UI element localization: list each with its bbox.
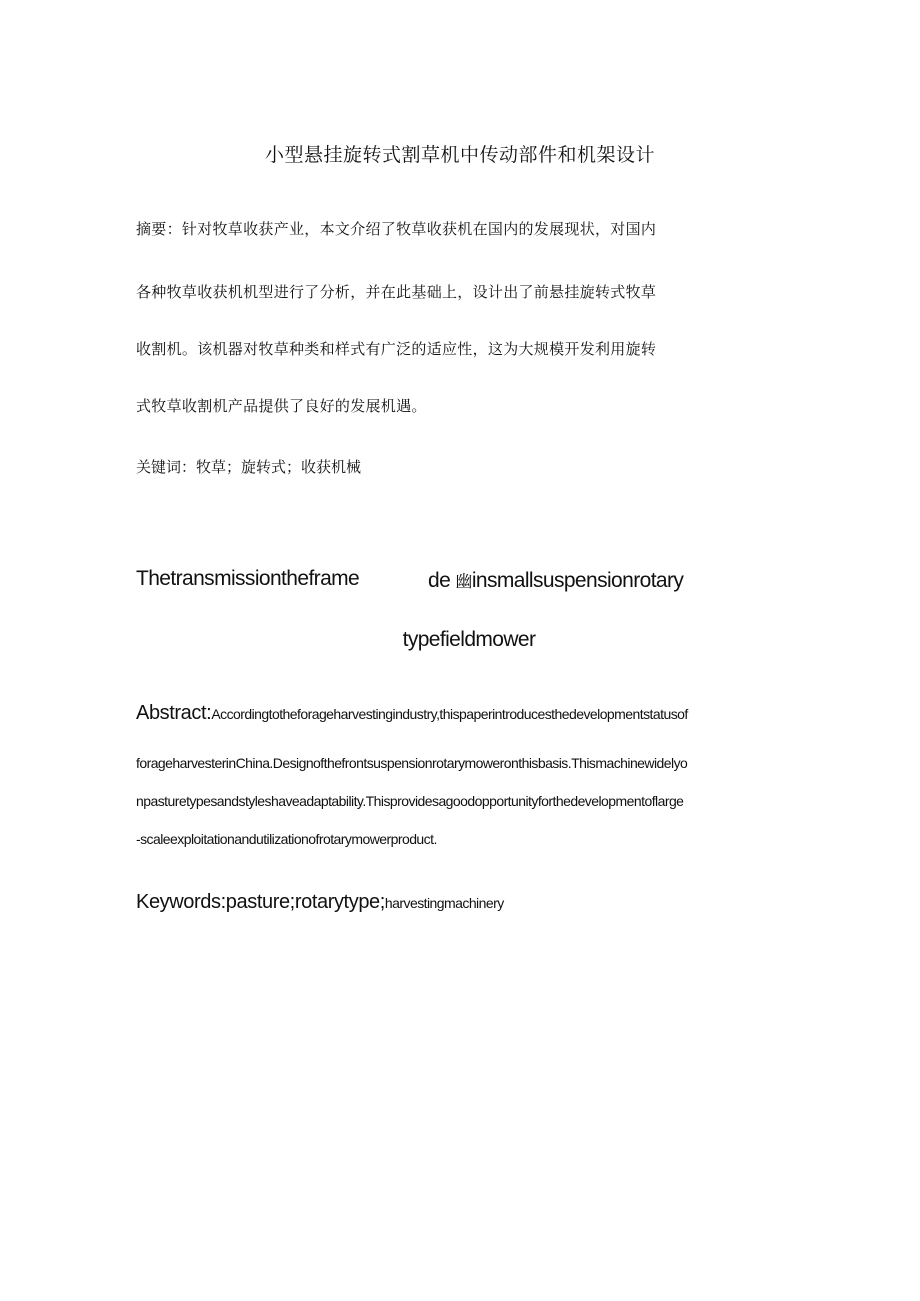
english-abstract-line-2: forageharvesterinChina.Designofthefrontsuspensionrotarymoweronthisbasis.Thismachinewidelyo bbox=[136, 755, 688, 771]
keywords-tail: harvestingmachinery bbox=[384, 895, 504, 911]
english-abstract-line-4: -scaleexploitationandutilizationofrotarymowerproduct. bbox=[136, 831, 437, 847]
chinese-keywords: 关键词：牧草；旋转式；收获机械 bbox=[136, 458, 362, 476]
chinese-abstract-line-1: 摘要：针对牧草收获产业，本文介绍了牧草收获机在国内的发展现状，对国内 bbox=[136, 220, 657, 238]
abstract-first-text: Accordingtotheforageharvestingindustry,thispaperintroducesthedevelopmentstatusof bbox=[211, 706, 688, 722]
chinese-title: 小型悬挂旋转式割草机中传动部件和机架设计 bbox=[264, 144, 655, 166]
english-title-line-1-end bbox=[428, 567, 683, 593]
english-title-de: de bbox=[428, 569, 451, 592]
abstract-label: Abstract: bbox=[136, 702, 212, 724]
chinese-abstract-line-4: 式牧草收割机产品提供了良好的发展机遇。 bbox=[136, 397, 427, 415]
english-abstract-line-1 bbox=[136, 702, 688, 725]
chinese-abstract-line-3: 收割机。该机器对牧草种类和样式有广泛的适应性，这为大规模开发利用旋转 bbox=[136, 340, 657, 358]
chinese-abstract-line-2: 各种牧草收获机机型进行了分析，并在此基础上，设计出了前悬挂旋转式牧草 bbox=[136, 283, 657, 301]
english-title-line-2: typefieldmower bbox=[402, 628, 536, 651]
english-title-glyph: 幽 bbox=[455, 572, 472, 591]
keywords-label: Keywords:pasture;rotarytype; bbox=[136, 891, 385, 913]
english-abstract-line-3: npasturetypesandstyleshaveadaptability.Thisprovidesagoodopportunityforthedevelopmentoflarge bbox=[136, 793, 684, 809]
english-title-line-1-start: Thetransmissiontheframe bbox=[136, 567, 360, 590]
english-title-rest: insmallsuspensionrotary bbox=[471, 569, 684, 592]
english-keywords bbox=[136, 891, 504, 914]
